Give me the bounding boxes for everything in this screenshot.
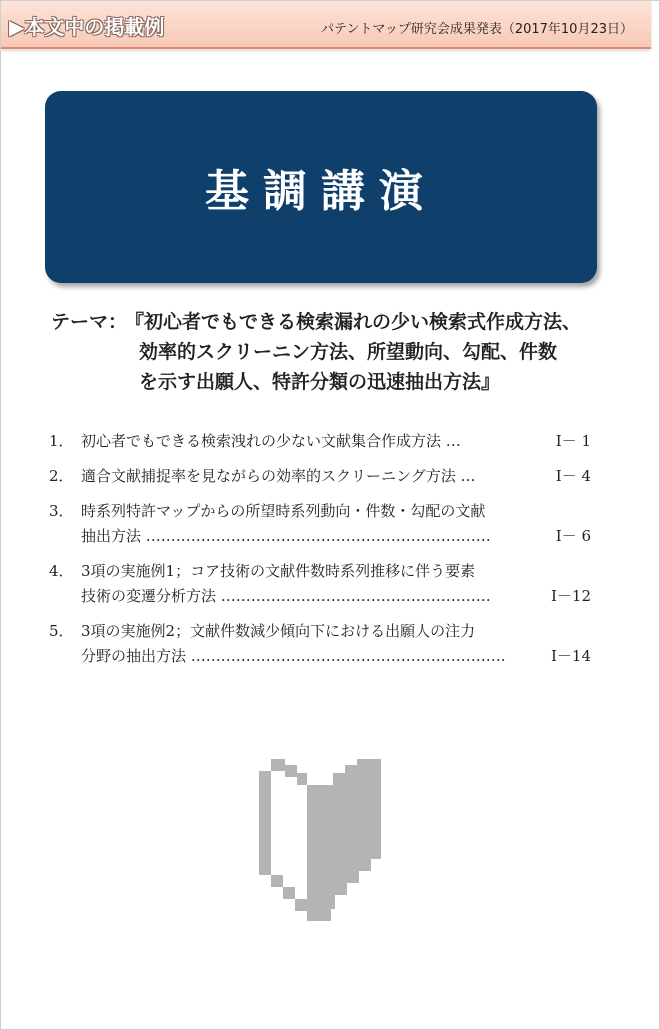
theme-line: を示す出願人、特許分類の迅速抽出方法』	[139, 371, 501, 393]
toc-item	[49, 429, 609, 454]
keynote-banner	[45, 91, 597, 283]
toc-page: Ⅰ－ 6	[555, 527, 591, 545]
theme-line: 効率的スクリーニン方法、所望動向、勾配、件数	[139, 341, 558, 363]
toc-title: 初心者でもできる検索洩れの少ない文献集合作成方法 …	[81, 432, 461, 450]
toc-item	[49, 464, 609, 489]
theme-text	[125, 307, 625, 397]
toc-item	[49, 619, 609, 669]
toc-page: Ⅰ－14	[550, 647, 591, 665]
toc-title-continued: 技術の変遷分析方法 ………………………………………………	[81, 587, 491, 605]
toc-page: Ⅰ－ 1	[555, 432, 591, 450]
table-of-contents	[49, 429, 609, 679]
event-caption: パテントマップ研究会成果発表（2017年10月23日）	[321, 22, 633, 37]
theme-line: 『初心者でもできる検索漏れの少い検索式作成方法、	[125, 311, 582, 333]
toc-title-continued: 抽出方法 ……………………………………………………………	[81, 527, 491, 545]
toc-number: 3．	[49, 502, 74, 520]
toc-title: 3項の実施例1；コア技術の文献件数時系列推移に伴う要素	[81, 562, 476, 580]
banner-title: 基調講演	[205, 166, 437, 217]
toc-number: 1．	[49, 432, 74, 450]
toc-page: Ⅰ－12	[550, 587, 591, 605]
toc-title-continued: 分野の抽出方法 ………………………………………………………	[81, 647, 506, 665]
toc-number: 5．	[49, 622, 74, 640]
toc-title: 3項の実施例2；文献件数減少傾向下における出願人の注力	[81, 622, 476, 640]
toc-item	[49, 559, 609, 609]
toc-title: 時系列特許マップからの所望時系列動向・件数・勾配の文献	[81, 502, 486, 520]
header-bar	[1, 1, 651, 49]
toc-item	[49, 499, 609, 549]
toc-title: 適合文献捕捉率を見ながらの効率的スクリーニング方法 …	[81, 467, 476, 485]
section-title: ▶本文中の掲載例	[9, 15, 165, 39]
toc-number: 2．	[49, 467, 74, 485]
theme-label: テーマ：	[51, 311, 128, 333]
beginner-mark-icon	[259, 759, 385, 921]
toc-page: Ⅰ－ 4	[555, 467, 591, 485]
toc-number: 4．	[49, 562, 74, 580]
